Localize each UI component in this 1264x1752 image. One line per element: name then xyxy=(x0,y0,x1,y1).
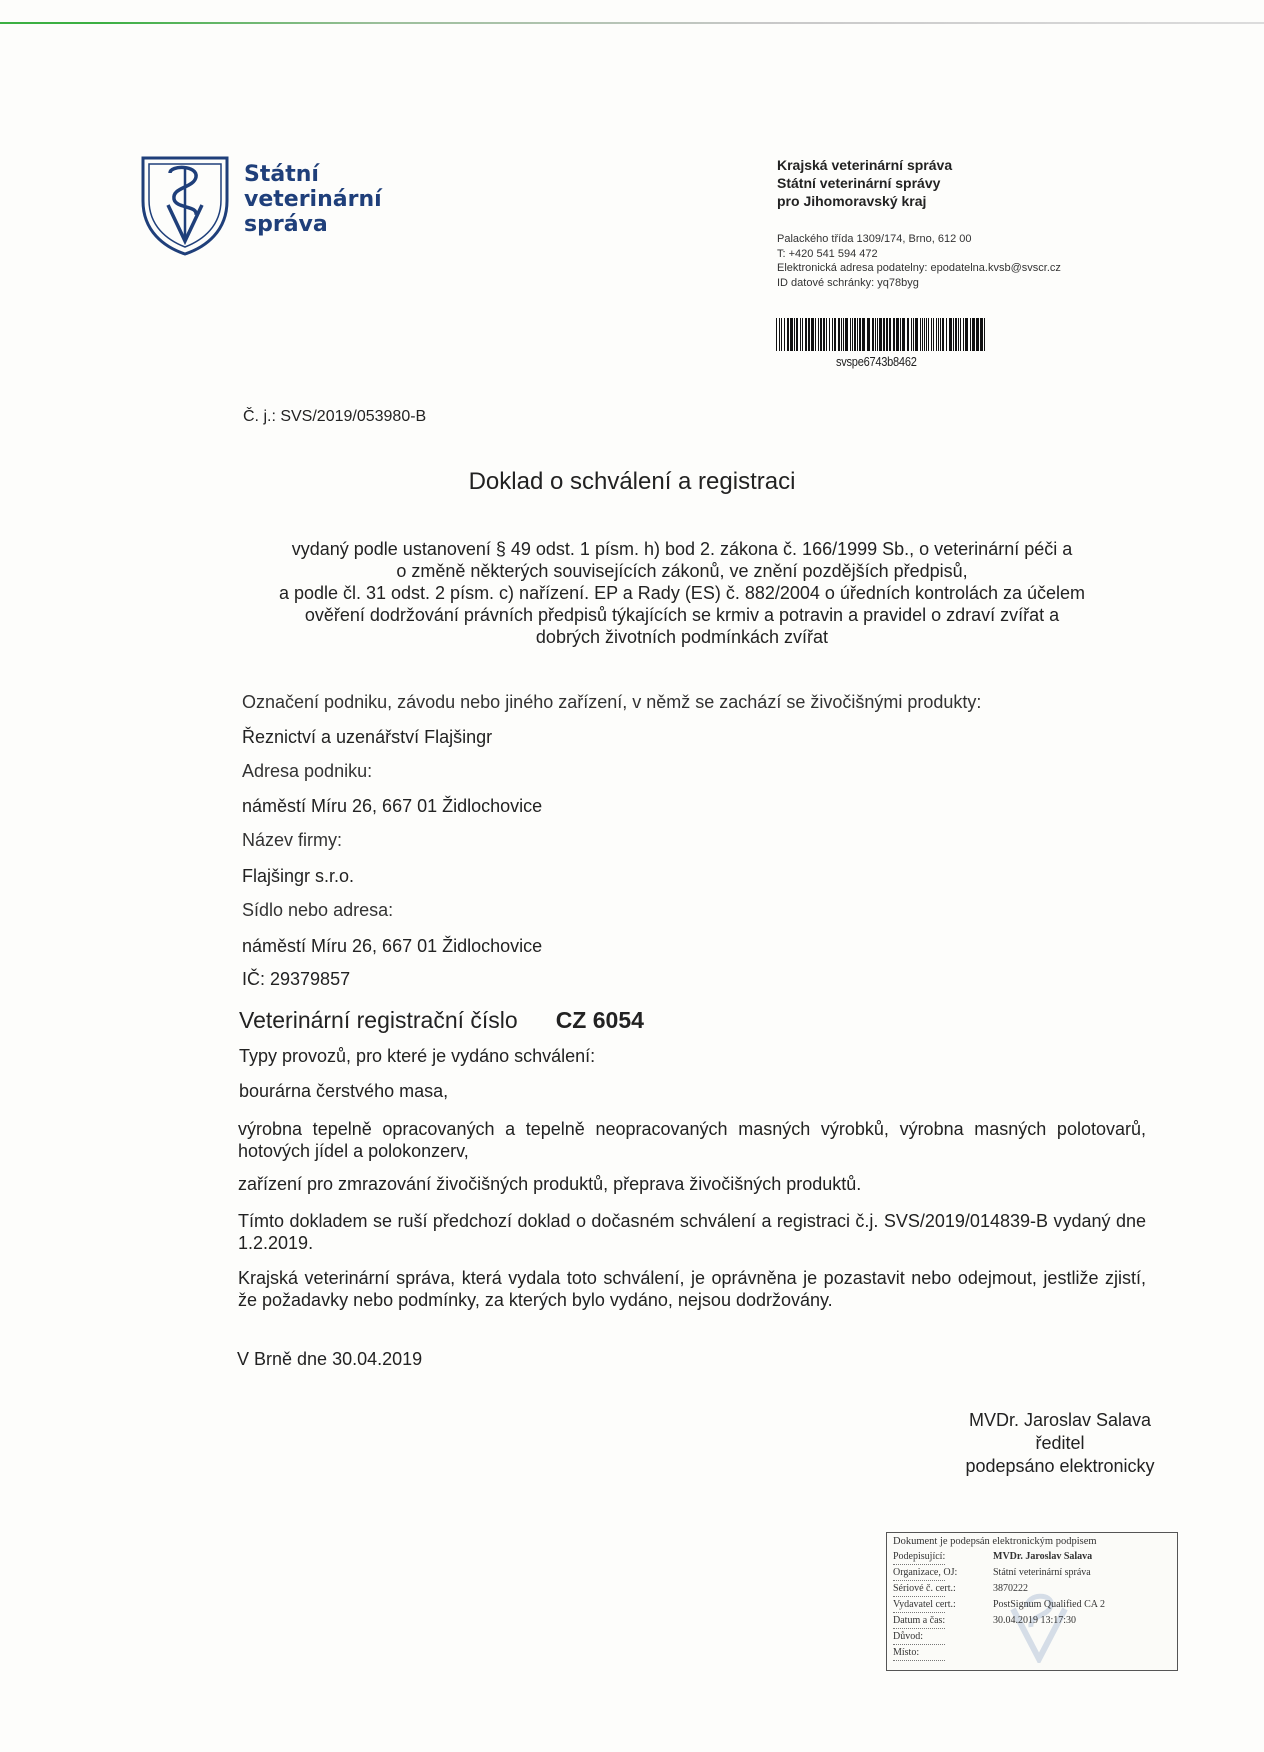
stamp-row xyxy=(893,1551,1173,1564)
issuer-name xyxy=(777,156,952,210)
address-value: náměstí Míru 26, 667 01 Židlochovice xyxy=(242,796,543,816)
stamp-value: PostSignum Qualified CA 2 xyxy=(993,1599,1105,1610)
operation-item: výrobna tepelně opracovaných a tepelně neopracovaných masných výrobků, výrobna masných polotovarů, hotových jídel a polokonzerv, xyxy=(238,1119,1146,1161)
registration-number: CZ 6054 xyxy=(555,1007,644,1033)
issuer-phone: T: +420 541 594 472 xyxy=(777,247,878,260)
stamp-key: Sériové č. cert.: xyxy=(893,1583,956,1594)
issuer-name-1: Krajská veterinární správa xyxy=(777,157,953,173)
company-label: Název firmy: xyxy=(242,830,343,850)
stamp-divider xyxy=(893,1628,945,1629)
stamp-value: 30.04.2019 13:17:30 xyxy=(993,1615,1077,1626)
stamp-key: Důvod: xyxy=(893,1631,923,1642)
issuer-address: Palackého třída 1309/174, Brno, 612 00 xyxy=(777,233,972,245)
operations-label: Typy provozů, pro které je vydáno schválení: xyxy=(239,1046,596,1066)
establishment-value: Řeznictví a uzenářství Flajšingr xyxy=(242,727,493,747)
establishment-label: Označení podniku, závodu nebo jiného zařízení, v němž se zachází se živočišnými produkty: xyxy=(242,692,982,712)
stamp-value: Státní veterinární správa xyxy=(993,1567,1091,1578)
svs-shield-logo-icon xyxy=(140,155,230,257)
issuer-databox: ID datové schránky: yq78byg xyxy=(777,276,919,289)
e-signature-stamp xyxy=(886,1532,1178,1671)
barcode-icon xyxy=(776,318,987,351)
stamp-key: Organizace, OJ: xyxy=(893,1567,958,1578)
seat-label: Sídlo nebo adresa: xyxy=(242,900,394,920)
legal-line: vydaný podle ustanovení § 49 odst. 1 písm. h) bod 2. zákona č. 166/1999 Sb., o veterinární péči a xyxy=(291,539,1073,559)
stamp-key: Podepisující: xyxy=(893,1551,946,1562)
stamp-row xyxy=(893,1647,1173,1660)
stamp-value: MVDr. Jaroslav Salava xyxy=(993,1551,1093,1562)
stamp-divider xyxy=(893,1564,945,1565)
stamp-row xyxy=(893,1583,1173,1596)
address-label: Adresa podniku: xyxy=(242,761,373,781)
issuer-email: Elektronická adresa podatelny: epodatelna.kvsb@svscr.cz xyxy=(777,262,1061,274)
stamp-key: Vydavatel cert.: xyxy=(893,1599,956,1610)
stamp-divider xyxy=(893,1660,945,1661)
stamp-divider xyxy=(893,1644,945,1645)
stamp-divider xyxy=(893,1596,945,1597)
logo-wordmark xyxy=(244,162,382,237)
legal-line: ověření dodržování právních předpisů týkajících se krmiv a potravin a pravidel o zdraví zvířat a xyxy=(304,605,1060,625)
stamp-value: 3870222 xyxy=(993,1583,1028,1594)
registration-line xyxy=(239,1007,644,1034)
logo-line-3: správa xyxy=(244,212,328,237)
top-rule xyxy=(0,22,1264,24)
issuer-contact xyxy=(777,232,1061,290)
issuer-name-2: Státní veterinární správy xyxy=(777,175,941,191)
signatory-name: MVDr. Jaroslav Salava xyxy=(968,1410,1152,1430)
stamp-row xyxy=(893,1567,1173,1580)
logo-line-2: veterinární xyxy=(244,187,382,212)
signature-block xyxy=(900,1409,1220,1478)
legal-basis xyxy=(230,538,1134,648)
signatory-role: ředitel xyxy=(1035,1433,1085,1453)
legal-line: a podle čl. 31 odst. 2 písm. c) nařízení. EP a Rady (ES) č. 882/2004 o úředních kontrolách za účelem xyxy=(278,583,1086,603)
operation-item: bourárna čerstvého masa, xyxy=(239,1081,449,1101)
stamp-row xyxy=(893,1631,1173,1644)
barcode-text: svspe6743b8462 xyxy=(836,354,917,369)
cancellation-note: Tímto dokladem se ruší předchozí doklad o dočasném schválení a registraci č.j. SVS/2019/014839-B vydaný dne 1.2.2019. xyxy=(238,1211,1146,1253)
document-title: Doklad o schválení a registraci xyxy=(468,468,796,495)
legal-line: dobrých životních podmínkách zvířat xyxy=(535,627,829,647)
stamp-key: Datum a čas: xyxy=(893,1615,946,1626)
seat-value: náměstí Míru 26, 667 01 Židlochovice xyxy=(242,936,543,956)
company-id: IČ: 29379857 xyxy=(242,969,351,989)
stamp-row xyxy=(893,1615,1173,1628)
reference-number: Č. j.: SVS/2019/053980-B xyxy=(243,408,427,425)
company-value: Flajšingr s.r.o. xyxy=(242,866,355,886)
stamp-divider xyxy=(893,1580,945,1581)
stamp-key: Místo: xyxy=(893,1647,920,1658)
stamp-row xyxy=(893,1599,1173,1612)
stamp-header: Dokument je podepsán elektronickým podpisem xyxy=(893,1536,1097,1547)
issuer-name-3: pro Jihomoravský kraj xyxy=(777,193,927,209)
operation-item: zařízení pro zmrazování živočišných produktů, přeprava živočišných produktů. xyxy=(238,1174,862,1194)
signature-note: podepsáno elektronicky xyxy=(965,1456,1155,1476)
stamp-divider xyxy=(893,1612,945,1613)
logo-line-1: Státní xyxy=(244,162,319,187)
suspension-note: Krajská veterinární správa, která vydala toto schválení, je oprávněna je pozastavit nebo odejmout, jestliže zjistí, že požadavky nebo podmínky, za kterých bylo vydáno, nejsou dodržovány. xyxy=(238,1268,1146,1310)
place-date: V Brně dne 30.04.2019 xyxy=(237,1349,423,1369)
legal-line: o změně některých souvisejících zákonů, ve znění pozdějších předpisů, xyxy=(396,561,968,581)
registration-label: Veterinární registrační číslo xyxy=(239,1007,518,1033)
